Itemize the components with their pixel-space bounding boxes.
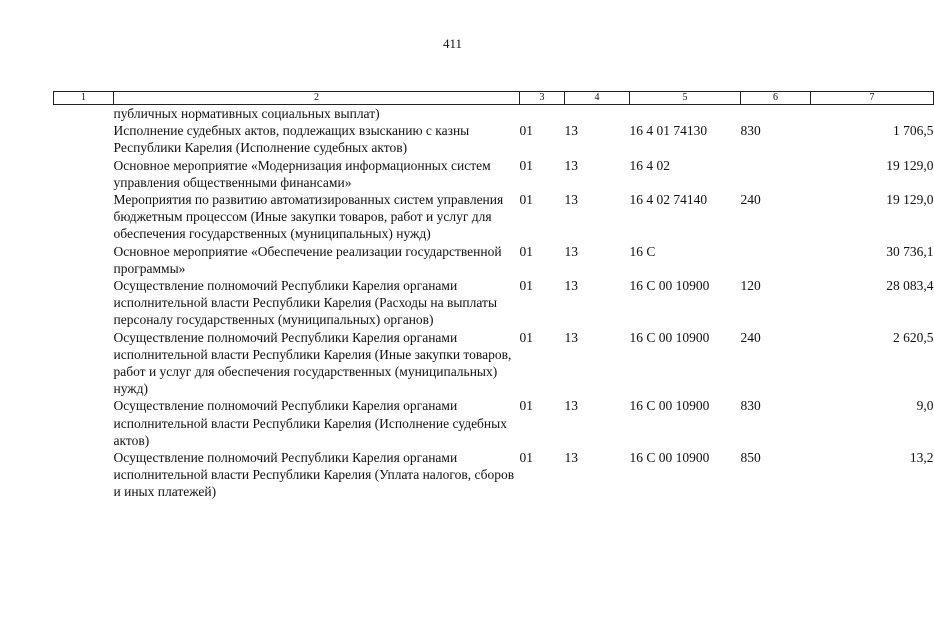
column-header-2: 2 (114, 92, 520, 105)
section-code: 01 (519, 329, 533, 345)
section-code: 01 (519, 123, 533, 139)
subsection-code: 13 (564, 278, 578, 294)
expense-name: Исполнение судебных актов, подлежащих взысканию с казны Республики Карелия (Исполнение судебных актов) (113, 123, 470, 156)
expense-type-code (741, 105, 811, 123)
expense-type-code (741, 243, 811, 277)
section-code (520, 105, 565, 123)
column-header-5: 5 (630, 92, 741, 105)
target-article-code (630, 105, 741, 123)
budget-table (53, 91, 934, 501)
target-article-code: 16 4 02 (629, 157, 670, 173)
expense-type-code: 240 (740, 192, 761, 208)
expense-type-code (741, 157, 811, 191)
subsection-code: 13 (564, 123, 578, 139)
expense-name: Осуществление полномочий Республики Карелия органами исполнительной власти Республики Карелия (Иные закупки товаров, работ и услуг для обеспечения государственных (муниципальных) нужд) (113, 329, 512, 397)
amount: 28 083,4 (886, 278, 934, 294)
row-number-cell (54, 243, 114, 277)
target-article-code: 16 С 00 10900 (629, 398, 710, 414)
table-row (54, 191, 934, 243)
section-code: 01 (519, 450, 533, 466)
table-row (54, 329, 934, 398)
target-article-code: 16 С (629, 243, 656, 259)
table-row (54, 122, 934, 156)
expense-name: Основное мероприятие «Модернизация информационных систем управления общественными финансами» (113, 157, 491, 190)
subsection-code: 13 (564, 450, 578, 466)
subsection-code: 13 (564, 329, 578, 345)
target-article-code: 16 С 00 10900 (629, 278, 710, 294)
section-code: 01 (519, 157, 533, 173)
amount: 1 706,5 (893, 123, 934, 139)
row-number-cell (54, 191, 114, 243)
table-row (54, 277, 934, 329)
section-code: 01 (519, 192, 533, 208)
amount (811, 105, 934, 123)
section-code: 01 (519, 278, 533, 294)
target-article-code: 16 4 01 74130 (629, 123, 708, 139)
expense-type-code: 120 (740, 278, 761, 294)
column-number-row (54, 92, 934, 105)
row-number-cell (54, 157, 114, 191)
subsection-code: 13 (564, 243, 578, 259)
amount: 2 620,5 (893, 329, 934, 345)
target-article-code: 16 С 00 10900 (629, 450, 710, 466)
expense-name: Основное мероприятие «Обеспечение реализации государственной программы» (113, 243, 502, 276)
page-number: 411 (442, 36, 463, 51)
column-header-7: 7 (811, 92, 934, 105)
column-header-4: 4 (565, 92, 630, 105)
table-row (54, 105, 934, 123)
subsection-code (565, 105, 630, 123)
column-header-6: 6 (741, 92, 811, 105)
row-number-cell (54, 277, 114, 329)
subsection-code: 13 (564, 192, 578, 208)
amount: 19 129,0 (886, 157, 934, 173)
table-row (54, 157, 934, 191)
amount: 9,0 (916, 398, 934, 414)
row-number-cell (54, 122, 114, 156)
expense-name: Осуществление полномочий Республики Карелия органами исполнительной власти Республики Карелия (Расходы на выплаты персоналу государственных (муниципальных) органов) (113, 278, 498, 328)
subsection-code: 13 (564, 157, 578, 173)
section-code: 01 (519, 243, 533, 259)
expense-name: Мероприятия по развитию автоматизированных систем управления бюджетным процессом (Иные закупки товаров, работ и услуг для обеспечения государственных (муниципальных) нужд) (113, 192, 504, 242)
section-code: 01 (519, 398, 533, 414)
subsection-code: 13 (564, 398, 578, 414)
target-article-code: 16 4 02 74140 (629, 192, 708, 208)
expense-type-code: 240 (740, 329, 761, 345)
column-header-3: 3 (520, 92, 565, 105)
expense-name: публичных нормативных социальных выплат) (113, 106, 380, 121)
table-row (54, 449, 934, 501)
table-row (54, 243, 934, 277)
expense-type-code: 850 (740, 450, 761, 466)
expense-name: Осуществление полномочий Республики Карелия органами исполнительной власти Республики Карелия (Уплата налогов, сборов и иных платежей) (113, 450, 515, 500)
row-number-cell (54, 449, 114, 501)
row-number-cell (54, 397, 114, 449)
amount: 19 129,0 (886, 192, 934, 208)
expense-name: Осуществление полномочий Республики Карелия органами исполнительной власти Республики Карелия (Исполнение судебных актов) (113, 398, 507, 448)
row-number-cell (54, 329, 114, 398)
expense-type-code: 830 (740, 398, 761, 414)
amount: 30 736,1 (886, 243, 934, 259)
table-row (54, 397, 934, 449)
row-number-cell (54, 105, 114, 123)
amount: 13,2 (909, 450, 934, 466)
target-article-code: 16 С 00 10900 (629, 329, 710, 345)
expense-type-code: 830 (740, 123, 761, 139)
column-header-1: 1 (54, 92, 114, 105)
